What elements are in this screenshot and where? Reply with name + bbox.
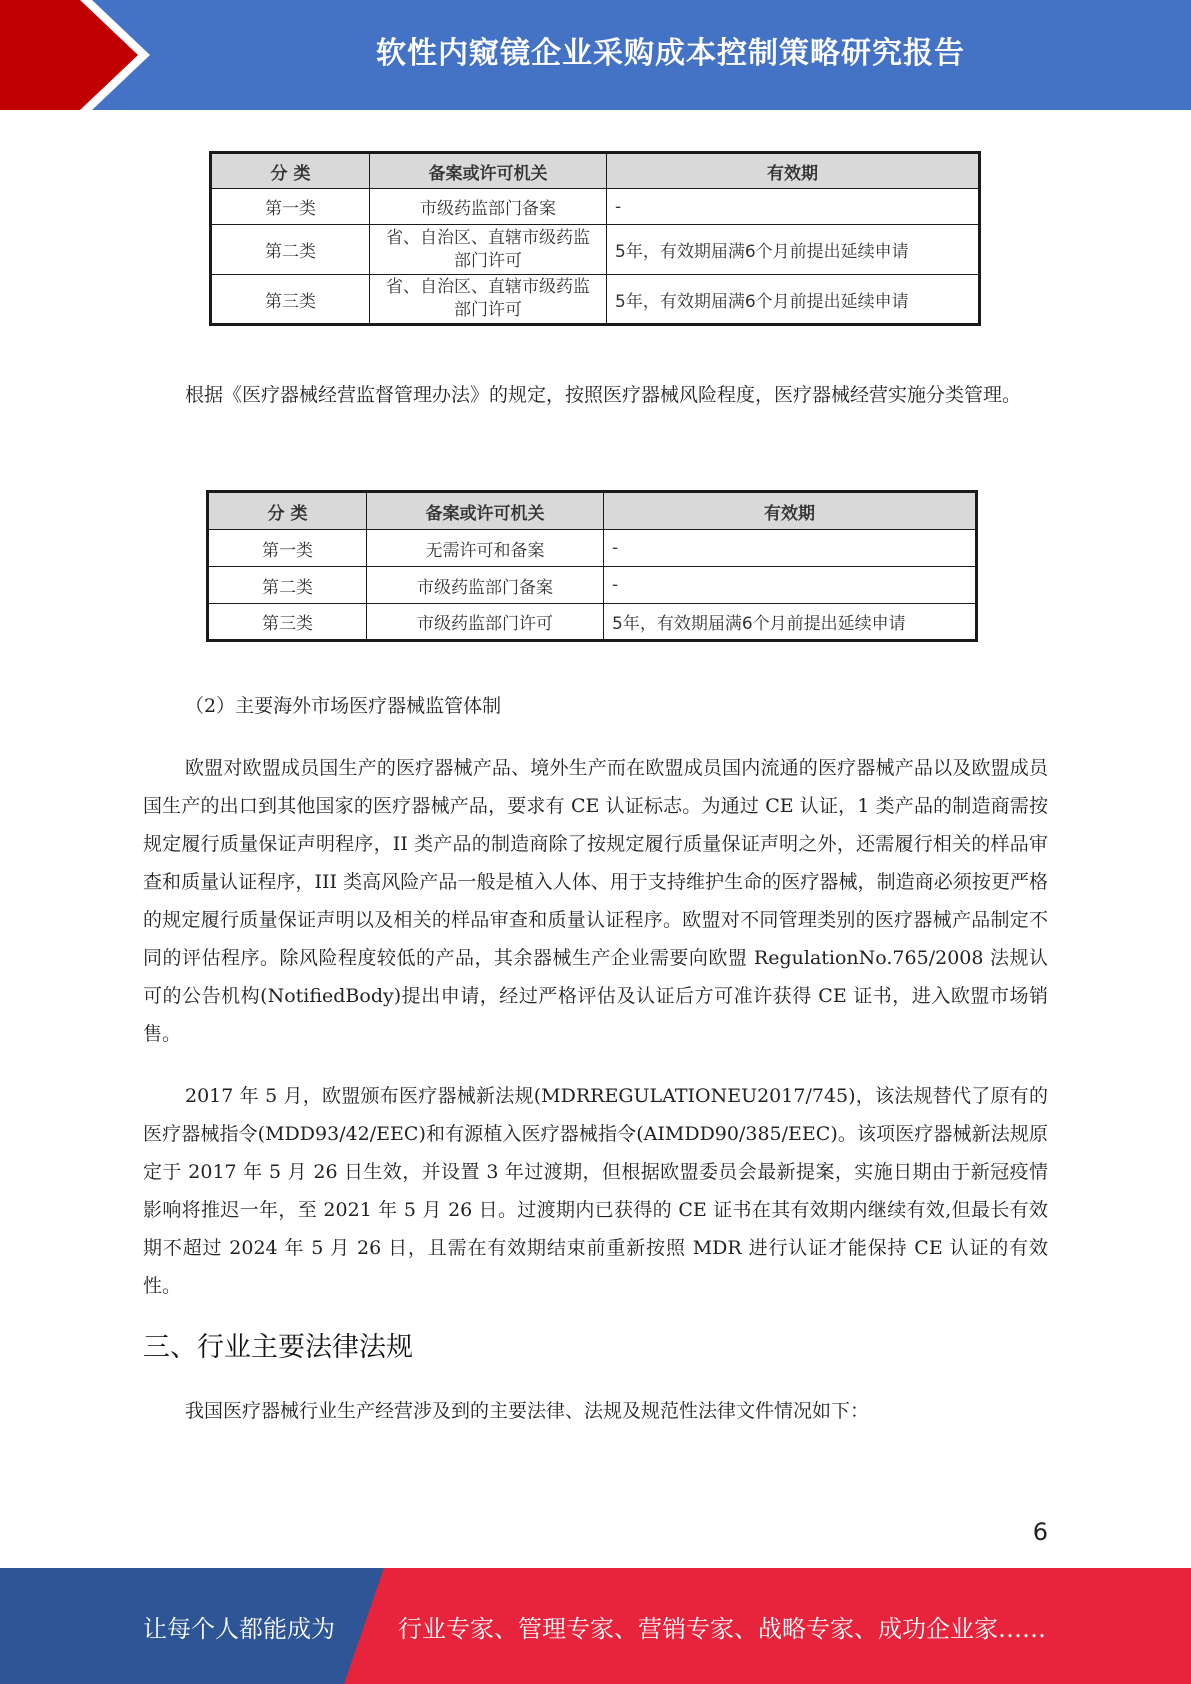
authority-cell: 无需许可和备案 <box>367 530 604 567</box>
category-cell: 第一类 <box>211 189 370 225</box>
column-header: 备案或许可机关 <box>370 153 607 189</box>
operation-table <box>206 490 978 642</box>
authority-cell: 市级药监部门备案 <box>367 567 604 604</box>
table-row <box>208 530 977 567</box>
column-header: 备案或许可机关 <box>367 492 604 530</box>
footer-slogan-left: 让每个人都能成为 <box>143 1614 335 1643</box>
header-arrow-decoration <box>0 0 160 110</box>
validity-cell: - <box>604 567 977 604</box>
authority-cell: 省、自治区、直辖市级药监部门许可 <box>370 225 607 275</box>
category-cell: 第三类 <box>208 604 367 641</box>
authority-cell: 省、自治区、直辖市级药监部门许可 <box>370 275 607 325</box>
subheading: （2）主要海外市场医疗器械监管体制 <box>185 695 502 717</box>
paragraph: 根据《医疗器械经营监督管理办法》的规定，按照医疗器械风险程度，医疗器械经营实施分类管理。 <box>185 384 1022 406</box>
category-cell: 第二类 <box>208 567 367 604</box>
page-number: 6 <box>1032 1518 1048 1546</box>
column-header: 有效期 <box>604 492 977 530</box>
column-header: 分 类 <box>208 492 367 530</box>
page-header <box>0 0 1191 110</box>
page-footer <box>0 1568 1191 1684</box>
validity-cell: - <box>607 189 980 225</box>
footer-slogan-right: 行业专家、管理专家、营销专家、战略专家、成功企业家…… <box>398 1614 1046 1643</box>
authority-cell: 市级药监部门许可 <box>367 604 604 641</box>
validity-cell: 5年，有效期届满6个月前提出延续申请 <box>604 604 977 641</box>
section-heading: 三、行业主要法律法规 <box>143 1332 413 1363</box>
paragraph: 我国医疗器械行业生产经营涉及到的主要法律、法规及规范性法律文件情况如下： <box>185 1400 870 1422</box>
column-header: 分 类 <box>211 153 370 189</box>
table-row <box>211 275 980 325</box>
table-row <box>211 189 980 225</box>
paragraph: 欧盟对欧盟成员国生产的医疗器械产品、境外生产而在欧盟成员国内流通的医疗器械产品以及欧盟成员国生产的出口到其他国家的医疗器械产品，要求有 CE 认证标志。为通过 CE 认证，1 类产品的制造商需按规定履行质量保证声明程序，II 类产品的制造商除了按规定履行质量保证声明之外，还需履行相关的样品审查和质量认证程序，III 类高风险产品一般是植入人体、用于支持维护生命的医疗器械，制造商必须按更严格的规定履行质量保证声明以及相关的样品审查和质量认证程序。欧盟对不同管理类别的医疗器械产品制定不同的评估程序。除风险程度较低的产品，其余器械生产企业需要向欧盟 RegulationNo.765/2008 法规认可的公告机构(NotifiedBody)提出申请，经过严格评估及认证后方可准许获得 CE 证书，进入欧盟市场销售。 <box>143 757 1048 1045</box>
table-header-row <box>208 492 977 530</box>
table-row <box>211 225 980 275</box>
validity-cell: - <box>604 530 977 567</box>
registration-table <box>209 151 981 326</box>
column-header: 有效期 <box>607 153 980 189</box>
table-header-row <box>211 153 980 189</box>
category-cell: 第二类 <box>211 225 370 275</box>
paragraph: 2017 年 5 月，欧盟颁布医疗器械新法规(MDRREGULATIONEU2017/745)，该法规替代了原有的医疗器械指令(MDD93/42/EEC)和有源植入医疗器械指令(AIMDD90/385/EEC)。该项医疗器械新法规原定于 2017 年 5 月 26 日生效，并设置 3 年过渡期，但根据欧盟委员会最新提案，实施日期由于新冠疫情影响将推迟一年，至 2021 年 5 月 26 日。过渡期内已获得的 CE 证书在其有效期内继续有效,但最长有效期不超过 2024 年 5 月 26 日，且需在有效期结束前重新按照 MDR 进行认证才能保持 CE 认证的有效性。 <box>143 1085 1048 1297</box>
table-row <box>208 604 977 641</box>
category-cell: 第一类 <box>208 530 367 567</box>
validity-cell: 5年，有效期届满6个月前提出延续申请 <box>607 225 980 275</box>
report-title: 软性内窥镜企业采购成本控制策略研究报告 <box>376 36 965 71</box>
validity-cell: 5年，有效期届满6个月前提出延续申请 <box>607 275 980 325</box>
category-cell: 第三类 <box>211 275 370 325</box>
authority-cell: 市级药监部门备案 <box>370 189 607 225</box>
table-row <box>208 567 977 604</box>
